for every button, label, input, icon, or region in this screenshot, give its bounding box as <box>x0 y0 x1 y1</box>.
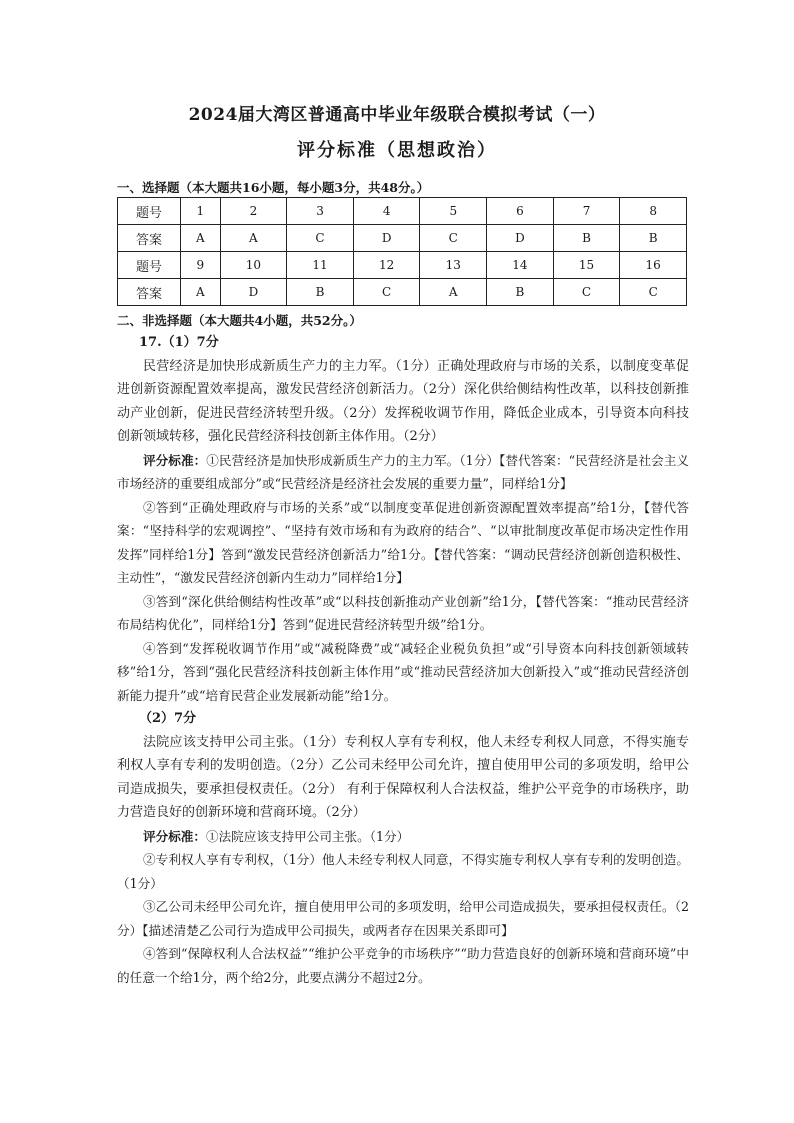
table-cell: 14 <box>487 252 554 279</box>
table-cell: B <box>487 279 554 306</box>
row-label-question: 题号 <box>118 252 181 279</box>
question-17-2-label: （2）7分 <box>139 711 197 726</box>
scoring-point-1: ①法院应该支持甲公司主张。（1分） <box>205 828 410 844</box>
table-row-questions-1 <box>118 198 687 225</box>
table-cell: A <box>181 279 221 306</box>
question-17-1-label: 17.（1）7分 <box>139 335 219 350</box>
table-cell: 2 <box>220 198 287 225</box>
table-row-questions-2 <box>118 252 687 279</box>
scoring-point-2: ②答到“正确处理政府与市场的关系”或“以制度变革促进创新资源配置效率提高”给1分，【替代答案：“坚持科学的宏观调控”、“坚持有效市场和有为政府的结合”、“以审批制度改革促市场决定性作用发挥”同样给1分】答到“激发民营经济创新活力”给1分。【替代答案：“调动民营经济创新创造积极性、主动性”，“激发民营经济创新内生动力”同样给1分】 <box>117 499 689 585</box>
row-label-question: 题号 <box>118 198 181 225</box>
table-cell: 13 <box>420 252 487 279</box>
table-cell: 6 <box>487 198 554 225</box>
table-cell: 8 <box>620 198 687 225</box>
table-cell: C <box>353 279 420 306</box>
table-row-answers-2 <box>118 279 687 306</box>
table-cell: C <box>553 279 620 306</box>
scoring-point-3: ③乙公司未经甲公司允许，擅自使用甲公司的多项发明，给甲公司造成损失，要承担侵权责任。（2分）【描述清楚乙公司行为造成甲公司损失，或两者存在因果关系即可】 <box>117 899 689 938</box>
table-row-answers-1 <box>118 225 687 252</box>
table-cell: A <box>181 225 221 252</box>
scoring-point-4: ④答到“保障权利人合法权益”“维护公平竞争的市场秩序”“助力营造良好的创新环境和营商环境”中的任意一个给1分，两个给2分，此要点满分不超过2分。 <box>117 946 689 985</box>
question-17-1-answer: 民营经济是加快形成新质生产力的主力军。（1分）正确处理政府与市场的关系，以制度变革促进创新资源配置效率提高，激发民营经济创新活力。（2分）深化供给侧结构性改革，以科技创新推动产业创新，促进民营经济转型升级。（2分）发挥税收调节作用，降低企业成本，引导资本向科技创新领域转移，强化民营经济科技创新主体作用。（2分） <box>117 358 689 444</box>
table-cell: B <box>287 279 354 306</box>
table-cell: B <box>620 225 687 252</box>
scoring-point-1: ①民营经济是加快形成新质生产力的主力军。（1分）【替代答案：“民营经济是社会主义市场经济的重要组成部分”或“民营经济是经济社会发展的重要力量”，同样给1分】 <box>117 452 689 491</box>
table-cell: B <box>553 225 620 252</box>
section-heading-nonchoice: 二、非选择题（本大题共4小题，共52分。） <box>117 313 362 328</box>
question-17-2-answer: 法院应该支持甲公司主张。（1分）专利权人享有专利权，他人未经专利权人同意，不得实施专利权人享有专利的发明创造。（2分）乙公司未经甲公司允许，擅自使用甲公司的多项发明，给甲公司造成损失，要承担侵权责任。（2分） 有利于保障权利人合法权益，维护公平竞争的市场秩序，助力营造良好的创新环境和营商环境。（2分） <box>117 734 689 820</box>
table-cell: 11 <box>287 252 354 279</box>
table-cell: 16 <box>620 252 687 279</box>
table-cell: 5 <box>420 198 487 225</box>
table-cell: 4 <box>353 198 420 225</box>
table-cell: 3 <box>287 198 354 225</box>
table-cell: A <box>220 225 287 252</box>
table-cell: 1 <box>181 198 221 225</box>
table-cell: C <box>287 225 354 252</box>
table-cell: C <box>620 279 687 306</box>
table-cell: 7 <box>553 198 620 225</box>
row-label-answer: 答案 <box>118 279 181 306</box>
scoring-point-3: ③答到“深化供给侧结构性改革”或“以科技创新推动产业创新”给1分，【替代答案：“推动民营经济布局结构优化”，同样给1分】答到“促进民营经济转型升级”给1分。 <box>117 593 689 632</box>
table-cell: A <box>420 279 487 306</box>
table-cell: 10 <box>220 252 287 279</box>
scoring-point-4: ④答到“发挥税收调节作用”或“减税降费”或“减轻企业税负负担”或“引导资本向科技创新领域转移”给1分，答到“强化民营经济科技创新主体作用”或“推动民营经济加大创新投入”或“推动民营经济创新能力提升”或“培育民营企业发展新动能”给1分。 <box>117 640 689 703</box>
answer-body <box>117 331 689 989</box>
scoring-point-2: ②专利权人享有专利权，（1分）他人未经专利权人同意，不得实施专利权人享有专利的发明创造。（1分） <box>117 852 689 891</box>
table-cell: 15 <box>553 252 620 279</box>
table-cell: 12 <box>353 252 420 279</box>
row-label-answer: 答案 <box>118 225 181 252</box>
page-title: 2024届大湾区普通高中毕业年级联合模拟考试（一） <box>188 105 606 125</box>
scoring-standard-label: 评分标准： <box>143 828 206 844</box>
scoring-standard-17-2 <box>117 825 689 849</box>
table-cell: D <box>220 279 287 306</box>
section-heading-choice: 一、选择题（本大题共16小题，每小题3分，共48分。） <box>117 180 430 195</box>
table-cell: C <box>420 225 487 252</box>
table-cell: 9 <box>181 252 221 279</box>
answer-table <box>117 197 687 306</box>
table-cell: D <box>353 225 420 252</box>
page-subtitle: 评分标准（思想政治） <box>297 140 497 161</box>
scoring-standard-label: 评分标准： <box>143 452 207 468</box>
table-cell: D <box>487 225 554 252</box>
scoring-standard-17-1 <box>117 449 689 496</box>
